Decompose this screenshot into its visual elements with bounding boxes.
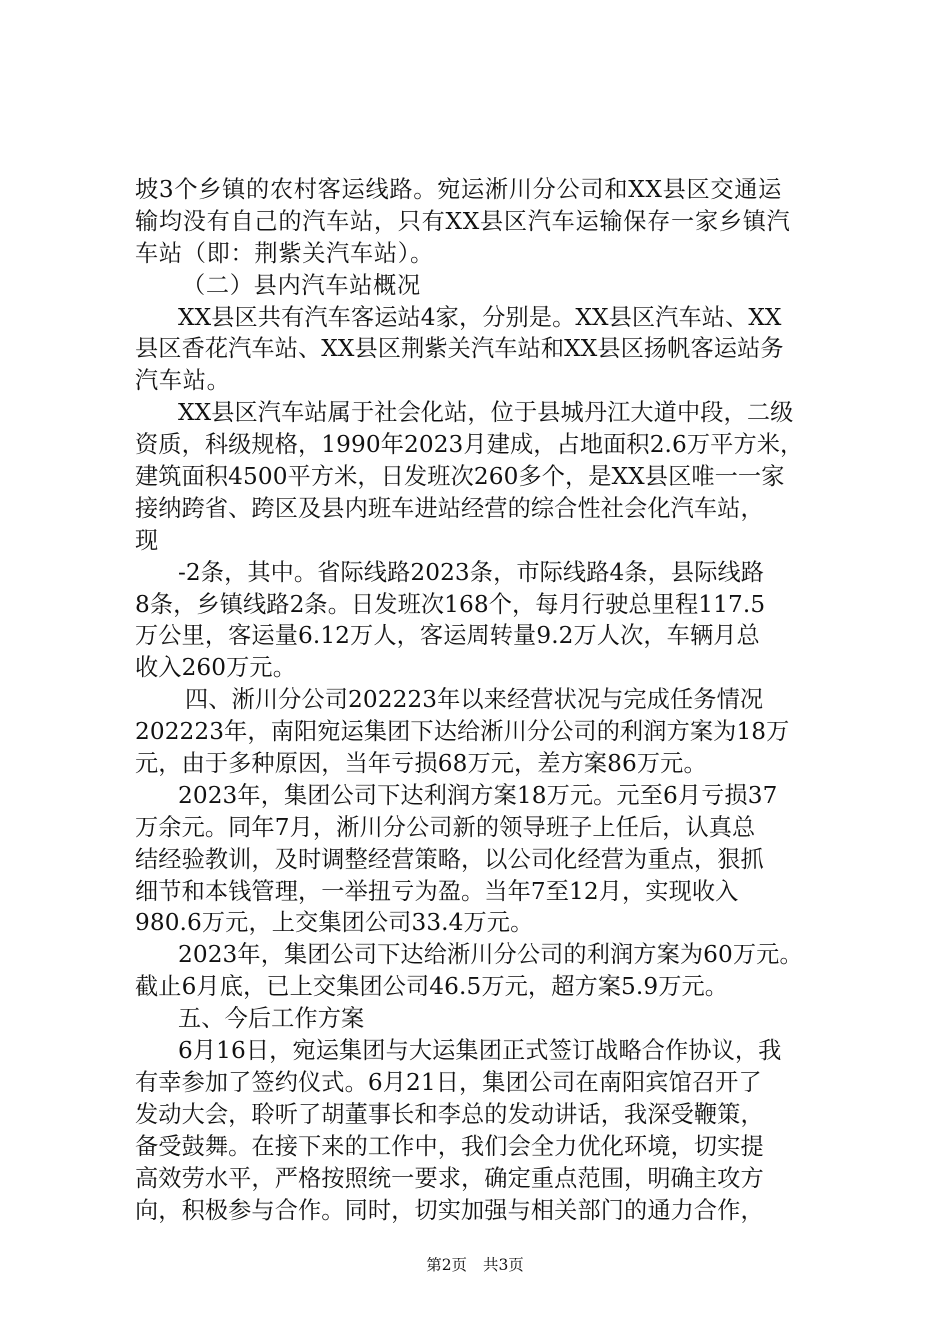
text-line: 高效劳水平，严格按照统一要求，确定重点范围，明确主攻方 (135, 1164, 764, 1192)
text-line: -2条，其中。省际线路2023条，市际线路4条，县际线路 (178, 558, 765, 586)
text-line: 细节和本钱管理，一举扭亏为盈。当年7至12月，实现收入 (135, 877, 739, 905)
text-line: 结经验教训，及时调整经营策略，以公司化经营为重点，狠抓 (135, 845, 764, 873)
text-line: 车站（即：荆紫关汽车站）。 (135, 239, 434, 267)
section-heading: （二）县内汽车站概况 (182, 271, 421, 299)
text-line: 2023年，集团公司下达利润方案18万元。元至6月亏损37 (178, 781, 778, 809)
text-line: XX县区共有汽车客运站4家，分别是。XX县区汽车站、XX (178, 303, 782, 331)
page-number: 第2页 (426, 1256, 468, 1274)
section-heading: 四、淅川分公司202223年以来经营状况与完成任务情况 (185, 686, 764, 714)
page-total: 共3页 (482, 1256, 524, 1274)
text-line: 元，由于多种原因，当年亏损68万元，差方案86万元。 (135, 750, 707, 778)
text-line: 有幸参加了签约仪式。6月21日，集团公司在南阳宾馆召开了 (135, 1068, 762, 1096)
text-line: 向，积极参与合作。同时，切实加强与相关部门的通力合作， (135, 1196, 764, 1224)
text-line: 备受鼓舞。在接下来的工作中，我们会全力优化环境，切实提 (135, 1132, 764, 1160)
text-line: 坡3个乡镇的农村客运线路。宛运淅川分公司和XX县区交通运 (135, 176, 783, 203)
document-body (0, 174, 950, 1226)
page-footer (0, 1255, 950, 1275)
text-line: XX县区汽车站属于社会化站，位于县城丹江大道中段，二级 (178, 399, 794, 427)
text-line: 资质，科级规格，1990年2023月建成，占地面积2.6万平方米， (135, 431, 804, 459)
text-line: 建筑面积4500平方米，日发班次260多个，是XX县区唯一一家 (135, 463, 785, 491)
text-line: 接纳跨省、跨区及县内班车进站经营的综合性社会化汽车站， (135, 494, 764, 522)
text-line: 万公里，客运量6.12万人，客运周转量9.2万人次，车辆月总 (135, 622, 760, 650)
text-line: 输均没有自己的汽车站，只有XX县区汽车运输保存一家乡镇汽 (135, 207, 791, 235)
text-line: 收入260万元。 (135, 654, 296, 682)
text-line: 8条，乡镇线路2条。日发班次168个，每月行驶总里程117.5 (135, 590, 766, 618)
text-line: 万余元。同年7月，淅川分公司新的领导班子上任后，认真总 (135, 813, 756, 841)
text-line: 2023年，集团公司下达给淅川分公司的利润方案为60万元。 (178, 941, 803, 969)
text-line: 202223年，南阳宛运集团下达给淅川分公司的利润方案为18万 (135, 718, 790, 746)
text-line: 发动大会，聆听了胡董事长和李总的发动讲话，我深受鞭策， (135, 1100, 764, 1128)
section-heading: 五、今后工作方案 (178, 1005, 365, 1033)
text-line: 县区香花汽车站、XX县区荆紫关汽车站和XX县区扬帆客运站务 (135, 335, 784, 363)
text-line: 截止6月底，已上交集团公司46.5万元，超方案5.9万元。 (135, 973, 729, 1001)
text-line: 汽车站。 (135, 367, 231, 395)
text-line: 现 (135, 526, 159, 554)
text-line: 6月16日，宛运集团与大运集团正式签订战略合作协议，我 (178, 1037, 782, 1065)
text-line: 980.6万元，上交集团公司33.4万元。 (135, 909, 534, 937)
